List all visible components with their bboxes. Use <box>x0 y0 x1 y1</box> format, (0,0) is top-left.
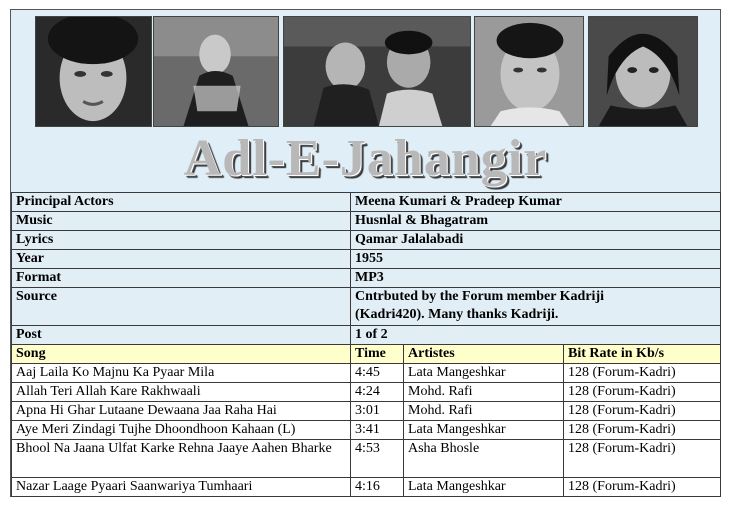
info-label: Source <box>12 288 351 326</box>
info-label: Post <box>12 326 351 345</box>
song-time: 4:24 <box>351 383 404 402</box>
table-row <box>12 440 721 478</box>
song-title: Allah Teri Allah Kare Rakhwaali <box>12 383 351 402</box>
info-label: Year <box>12 250 351 269</box>
info-row-year <box>12 250 721 269</box>
table-row <box>12 383 721 402</box>
info-row-source <box>12 288 721 326</box>
photo-actress-scene <box>153 16 279 127</box>
table-row <box>12 421 721 440</box>
photo-actress-portrait <box>35 16 152 127</box>
song-artists: Lata Mangeshkar <box>404 364 564 383</box>
info-label: Principal Actors <box>12 193 351 212</box>
movie-card <box>10 9 721 497</box>
table-row <box>12 364 721 383</box>
info-value: MP3 <box>351 269 721 288</box>
info-label: Format <box>12 269 351 288</box>
banner <box>11 10 720 192</box>
song-table <box>11 192 721 497</box>
song-artists: Asha Bhosle <box>404 440 564 478</box>
photo-actor-portrait <box>474 16 584 127</box>
info-value: 1 of 2 <box>351 326 721 345</box>
song-time: 4:53 <box>351 440 404 478</box>
song-title: Nazar Laage Pyaari Saanwariya Tumhaari <box>12 478 351 497</box>
photo-couple-scene <box>283 16 471 127</box>
song-title: Aye Meri Zindagi Tujhe Dhoondhoon Kahaan (L) <box>12 421 351 440</box>
photo-actress-closeup <box>588 16 698 127</box>
info-row-post <box>12 326 721 345</box>
info-row-lyrics <box>12 231 721 250</box>
header-song: Song <box>12 345 351 364</box>
info-value: Cntrbuted by the Forum member Kadriji (Kadri420). Many thanks Kadriji. <box>351 288 721 326</box>
song-time: 4:45 <box>351 364 404 383</box>
song-title: Apna Hi Ghar Lutaane Dewaana Jaa Raha Hai <box>12 402 351 421</box>
table-row <box>12 478 721 497</box>
song-bitrate: 128 (Forum-Kadri) <box>564 478 721 497</box>
song-artists: Lata Mangeshkar <box>404 478 564 497</box>
header-time: Time <box>351 345 404 364</box>
info-row-actors <box>12 193 721 212</box>
song-title: Aaj Laila Ko Majnu Ka Pyaar Mila <box>12 364 351 383</box>
song-time: 3:01 <box>351 402 404 421</box>
info-label: Music <box>12 212 351 231</box>
info-label: Lyrics <box>12 231 351 250</box>
info-value: Meena Kumari & Pradeep Kumar <box>351 193 721 212</box>
info-value: 1955 <box>351 250 721 269</box>
song-time: 3:41 <box>351 421 404 440</box>
song-artists: Mohd. Rafi <box>404 402 564 421</box>
song-bitrate: 128 (Forum-Kadri) <box>564 402 721 421</box>
song-title: Bhool Na Jaana Ulfat Karke Rehna Jaaye Aahen Bharke <box>12 440 351 478</box>
song-artists: Mohd. Rafi <box>404 383 564 402</box>
song-artists: Lata Mangeshkar <box>404 421 564 440</box>
info-row-music <box>12 212 721 231</box>
info-value: Qamar Jalalabadi <box>351 231 721 250</box>
song-table-header <box>12 345 721 364</box>
info-value: Husnlal & Bhagatram <box>351 212 721 231</box>
header-bitrate: Bit Rate in Kb/s <box>564 345 721 364</box>
song-bitrate: 128 (Forum-Kadri) <box>564 383 721 402</box>
header-artists: Artistes <box>404 345 564 364</box>
song-time: 4:16 <box>351 478 404 497</box>
song-bitrate: 128 (Forum-Kadri) <box>564 364 721 383</box>
song-bitrate: 128 (Forum-Kadri) <box>564 421 721 440</box>
movie-title: Adl-E-Jahangir <box>183 130 548 187</box>
table-row <box>12 402 721 421</box>
info-row-format <box>12 269 721 288</box>
song-bitrate: 128 (Forum-Kadri) <box>564 440 721 478</box>
